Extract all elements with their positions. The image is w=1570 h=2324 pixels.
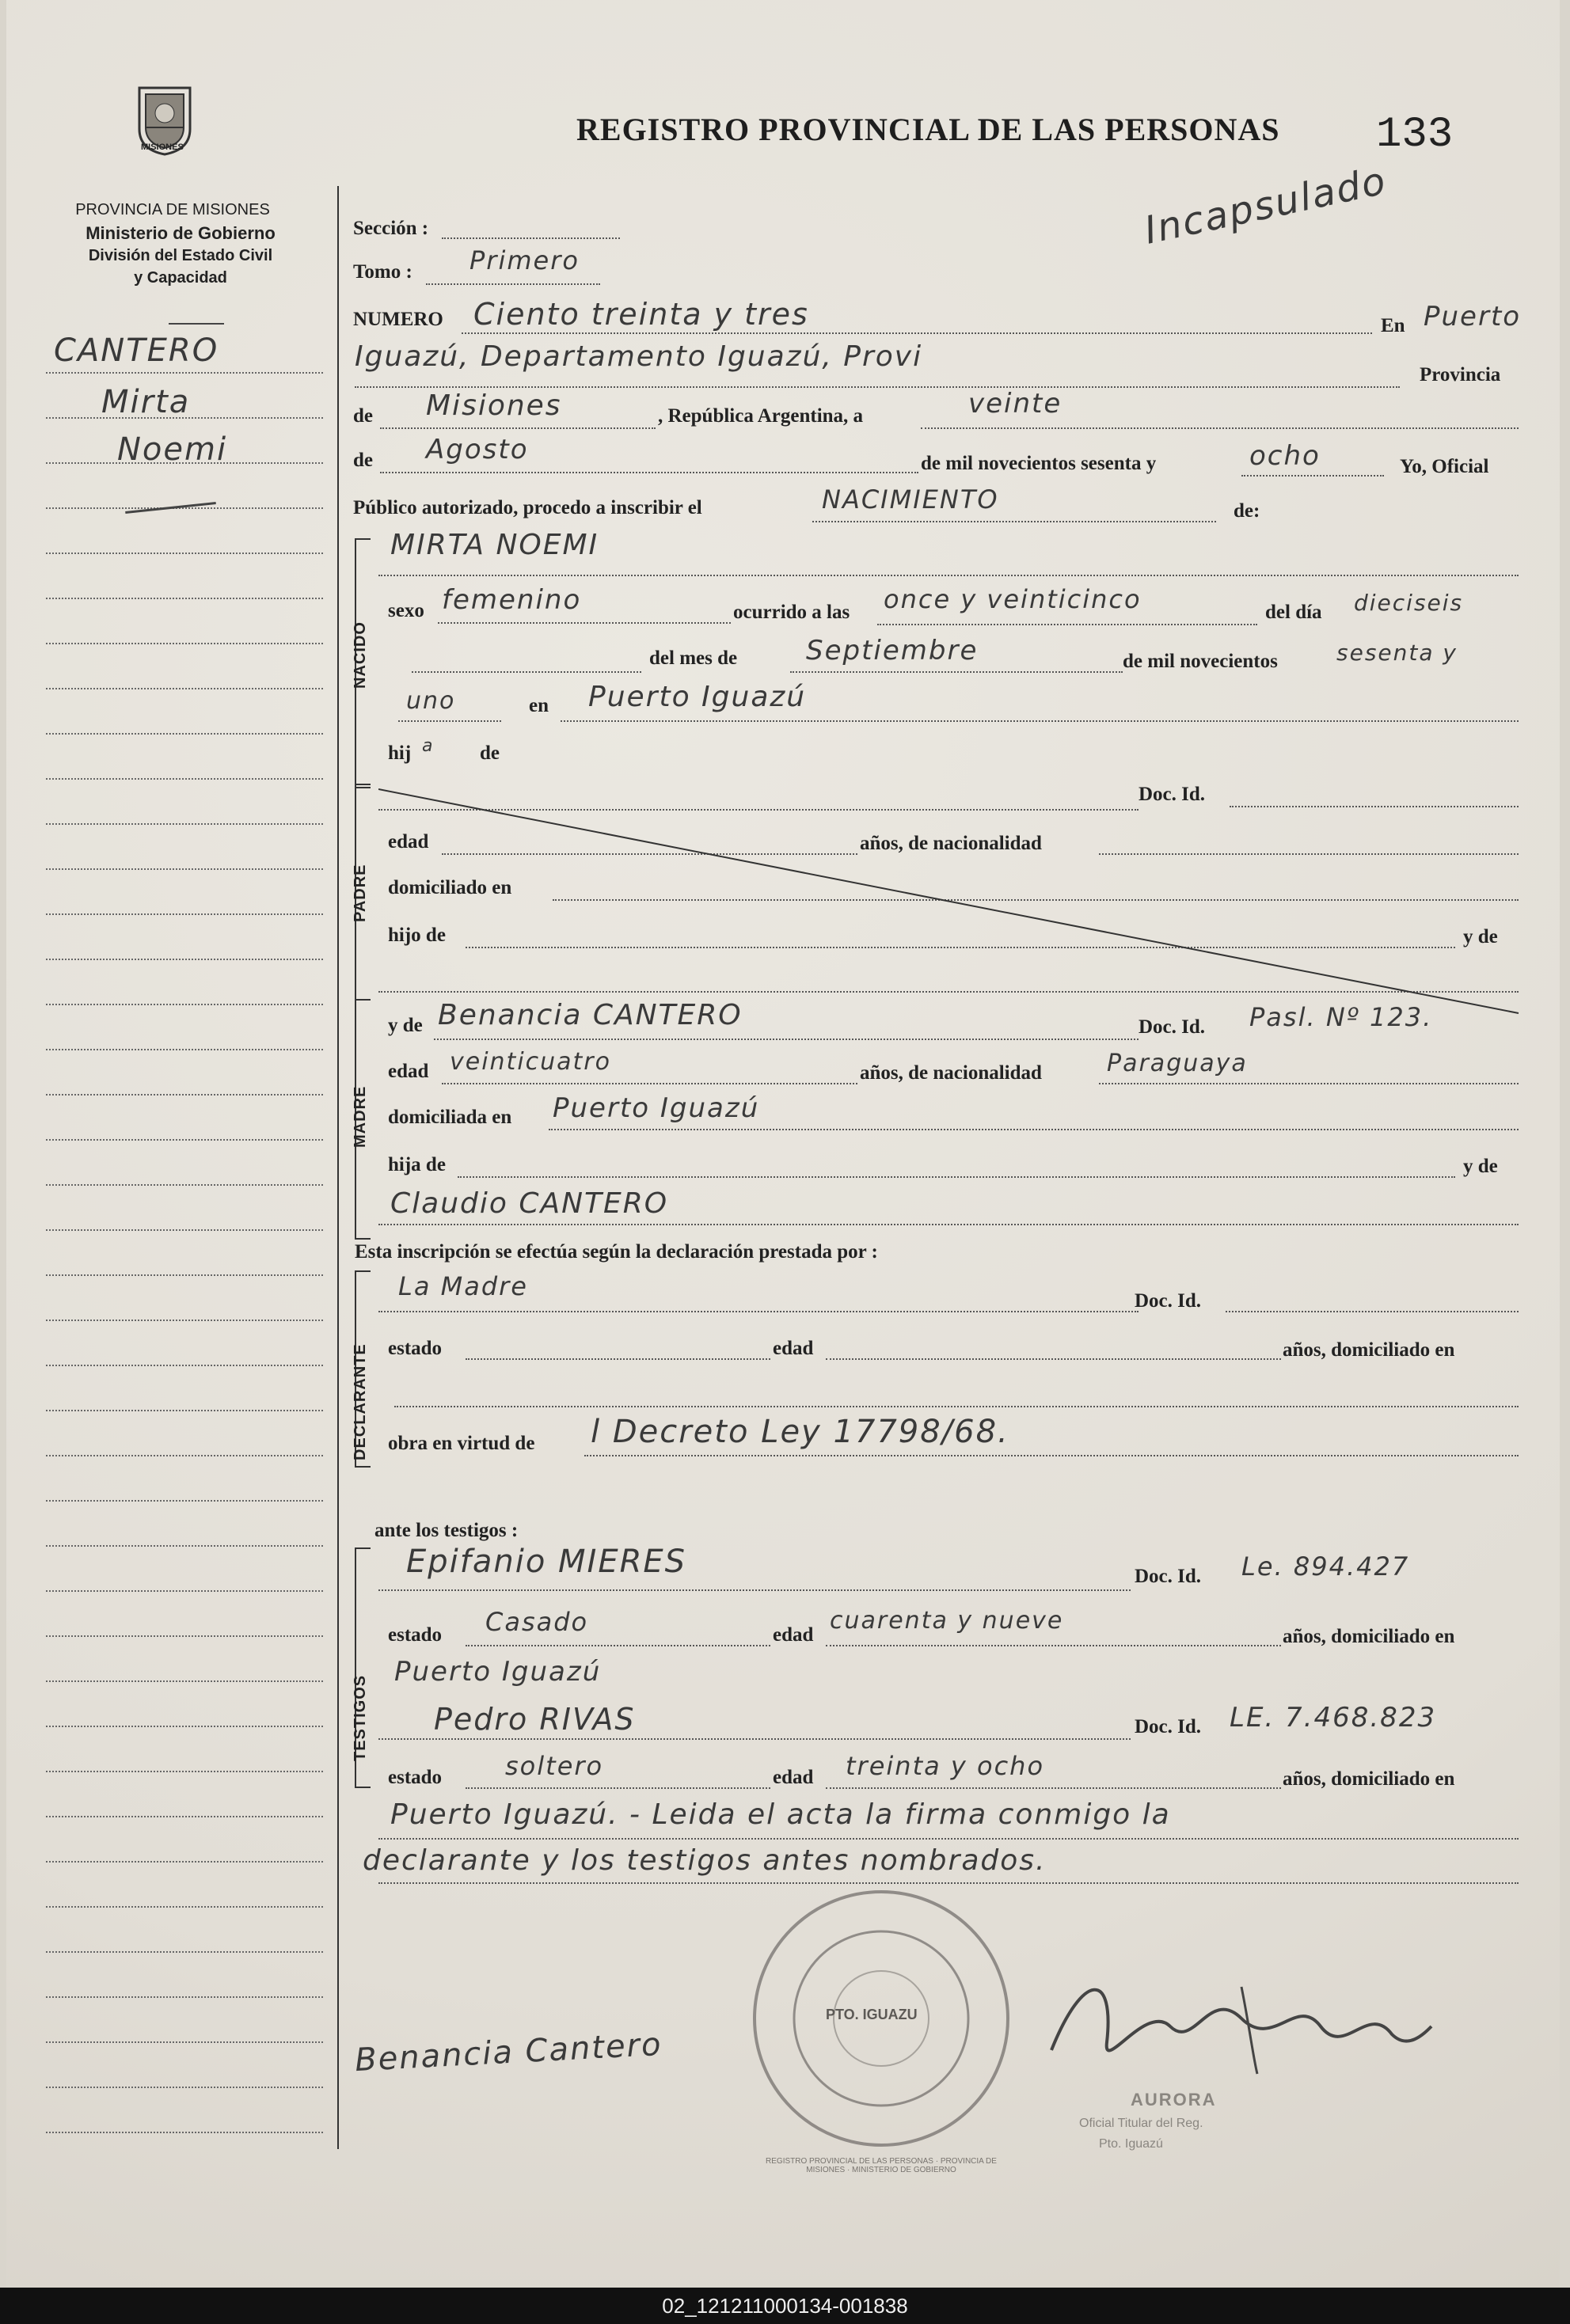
place-line <box>355 386 1400 388</box>
decree-line <box>584 1455 1519 1456</box>
father-doc-label: Doc. Id. <box>1139 784 1206 805</box>
ocurrido-label: ocurrido a las <box>733 602 850 623</box>
tomo-value: Primero <box>469 245 580 275</box>
witness1-dom-value: Puerto Iguazú <box>394 1656 602 1688</box>
margin-ruled-line <box>46 1680 323 1682</box>
numero-value: Ciento treinta y tres <box>473 297 809 332</box>
declarant-value: La Madre <box>398 1271 528 1301</box>
grandfather-value: Claudio CANTERO <box>390 1187 669 1220</box>
tomo-label: Tomo : <box>353 261 412 283</box>
birthplace-value: Puerto Iguazú <box>588 681 807 713</box>
margin-ruled-line <box>46 372 323 374</box>
margin-ruled-line <box>46 2132 323 2133</box>
closing-line-2: declarante y los testigos antes nombrados. <box>363 1844 1047 1877</box>
declarante-section-label: DECLARANTE <box>352 1343 369 1460</box>
mother-dom-value: Puerto Iguazú <box>553 1092 760 1124</box>
mother-signature: Benancia Cantero <box>354 2026 663 2079</box>
witness1-doc-label: Doc. Id. <box>1135 1566 1202 1587</box>
place-line-value: Iguazú, Departamento Iguazú, Provi <box>355 340 923 373</box>
margin-ruled-line <box>46 1410 323 1411</box>
margin-ruled-line <box>46 598 323 599</box>
republica-label: , República Argentina, a <box>658 405 864 427</box>
act-number: 133 <box>1376 111 1454 159</box>
official-signature-icon <box>1036 1955 1447 2090</box>
margin-ruled-line <box>46 1184 323 1186</box>
witness2-dom-label: años, domiciliado en <box>1283 1768 1455 1790</box>
witness2-state-value: soltero <box>505 1751 604 1781</box>
witness1-edad-label: edad <box>773 1624 814 1646</box>
margin-ruled-line <box>46 1545 323 1547</box>
cross-out-line <box>378 788 1526 1017</box>
witness1-dom-label: años, domiciliado en <box>1283 1626 1455 1647</box>
margin-ruled-line <box>46 1861 323 1863</box>
witness1-doc-value: Le. 894.427 <box>1241 1551 1410 1582</box>
ministry-label: Ministerio de Gobierno <box>86 223 276 243</box>
province-line <box>380 427 656 429</box>
margin-ruled-line <box>46 507 323 509</box>
margin-ruled-line <box>46 1455 323 1456</box>
seal-center-text: PTO. IGUAZU <box>826 2007 918 2022</box>
witness2-age-value: treinta y ocho <box>846 1751 1045 1781</box>
margin-ruled-line <box>46 1590 323 1592</box>
time-line <box>877 624 1257 625</box>
witness1-line <box>378 1589 1131 1591</box>
witness2-state-line <box>466 1787 770 1789</box>
margin-ruled-line <box>46 1049 323 1050</box>
witness1-age-line <box>826 1645 1281 1646</box>
decree-value: l Decreto Ley 17798/68. <box>591 1414 1009 1450</box>
declarant-estado-label: estado <box>388 1338 443 1359</box>
year-part-value: sesenta y <box>1336 640 1458 666</box>
sex-line <box>438 622 731 624</box>
mother-doc-label: Doc. Id. <box>1139 1016 1206 1038</box>
margin-ruled-line <box>46 2041 323 2043</box>
father-edad-label: edad <box>388 831 429 853</box>
witness2-value: Pedro RIVAS <box>434 1702 636 1737</box>
de-label: de <box>353 405 373 427</box>
margin-ruled-line <box>46 2087 323 2088</box>
declarant-doc-label: Doc. Id. <box>1135 1290 1202 1312</box>
margin-ruled-line <box>46 1229 323 1231</box>
margin-ruled-line <box>46 553 323 554</box>
de-2-label: de <box>353 450 373 471</box>
division-label: División del Estado Civil <box>88 247 273 264</box>
declarant-dom-label: años, domiciliado en <box>1283 1339 1455 1361</box>
father-y-de-label: y de <box>1463 926 1498 947</box>
provincia-label: Provincia <box>1420 364 1501 385</box>
mother-age-line <box>442 1083 857 1084</box>
hijo-suffix-value: a <box>422 736 435 756</box>
margin-ruled-line <box>46 1004 323 1005</box>
blank-line-a <box>412 671 641 673</box>
day-value: dieciseis <box>1354 590 1464 616</box>
margin-surname: CANTERO <box>54 332 219 369</box>
margin-ruled-line <box>46 1320 323 1321</box>
month-written-value: Agosto <box>426 434 529 465</box>
margin-ruled-line <box>46 733 323 735</box>
hijo-de-connector: de <box>480 742 500 764</box>
obra-label: obra en virtud de <box>388 1433 535 1454</box>
witness2-line <box>378 1738 1131 1740</box>
publico-label: Público autorizado, procedo a inscribir el <box>353 497 702 518</box>
grandfather-line <box>378 1224 1519 1225</box>
en-place-value: Puerto <box>1424 301 1522 332</box>
en-birth-label: en <box>529 695 549 716</box>
province-label: PROVINCIA DE MISIONES <box>75 201 270 218</box>
margin-ruled-line <box>46 1951 323 1953</box>
mother-edad-label: edad <box>388 1061 429 1082</box>
mother-doc-value: Pasl. Nº 123. <box>1249 1002 1433 1032</box>
document-title: REGISTRO PROVINCIAL DE LAS PERSONAS <box>576 112 1280 147</box>
seccion-line <box>442 237 620 239</box>
margin-rule <box>337 186 339 2149</box>
witness2-estado-label: estado <box>388 1767 443 1788</box>
act-type-line <box>812 521 1216 522</box>
margin-name-1: Mirta <box>101 384 191 420</box>
province-value: Misiones <box>426 389 562 422</box>
margin-name-2: Noemi <box>117 431 228 468</box>
testigos-section-label: TESTIGOS <box>352 1674 369 1761</box>
madre-section-label: MADRE <box>352 1085 369 1148</box>
margin-ruled-line <box>46 1500 323 1502</box>
declarant-doc-line <box>1226 1311 1519 1312</box>
father-hijo-label: hijo de <box>388 925 446 946</box>
tomo-line <box>426 283 600 285</box>
seal-label: MISIONES <box>141 142 184 152</box>
mil-novecientos-label: de mil novecientos sesenta y <box>921 453 1157 474</box>
margin-ruled-line <box>46 1094 323 1096</box>
nacido-section-label: NACIDO <box>352 621 369 689</box>
closing-line-1-rule <box>378 1838 1519 1840</box>
day-line <box>921 427 1519 429</box>
numero-label: NUMERO <box>353 309 443 330</box>
hijo-label: hij <box>388 742 412 764</box>
seccion-label: Sección : <box>353 218 429 239</box>
margin-ruled-line <box>46 1274 323 1276</box>
birthplace-line <box>561 720 1519 722</box>
declaration-label: Esta inscripción se efectúa según la declaración prestada por : <box>355 1241 878 1263</box>
margin-ruled-line <box>46 913 323 915</box>
de-colon-label: de: <box>1234 500 1260 522</box>
witness2-edad-label: edad <box>773 1767 814 1788</box>
seal-ring-text: REGISTRO PROVINCIAL DE LAS PERSONAS · PROVINCIA DE MISIONES · MINISTERIO DE GOBIERNO <box>766 2157 997 2174</box>
mother-name-line <box>434 1039 1139 1040</box>
closing-line-1: Puerto Iguazú. - Leida el acta la firma conmigo la <box>390 1798 1171 1831</box>
day-written-value: veinte <box>968 388 1063 420</box>
father-dom-label: domiciliado en <box>388 877 512 898</box>
mother-age-value: veinticuatro <box>450 1048 611 1076</box>
del-mes-label: del mes de <box>649 647 738 669</box>
margin-ruled-line <box>46 959 323 960</box>
margin-ruled-line <box>46 1996 323 1998</box>
margin-ruled-line <box>46 778 323 780</box>
official-name-stamp: AURORA <box>1131 2090 1217 2109</box>
mother-dom-line <box>549 1129 1519 1130</box>
margin-ruled-line <box>46 1771 323 1772</box>
mother-name-value: Benancia CANTERO <box>438 999 743 1031</box>
margin-ruled-line <box>46 1726 323 1727</box>
numero-line <box>462 332 1372 334</box>
witness2-age-line <box>826 1787 1281 1789</box>
mother-nat-value: Paraguaya <box>1107 1050 1248 1077</box>
mother-nac-label: años, de nacionalidad <box>860 1062 1042 1084</box>
margin-ruled-line <box>46 688 323 689</box>
padre-section-label: PADRE <box>352 864 369 922</box>
mil-nov-label: de mil novecientos <box>1123 651 1278 672</box>
witness2-doc-label: Doc. Id. <box>1135 1716 1202 1737</box>
witness2-doc-value: LE. 7.468.823 <box>1230 1702 1437 1734</box>
declarant-state-line <box>466 1358 770 1360</box>
margin-ruled-line <box>46 1816 323 1817</box>
father-nac-label: años, de nacionalidad <box>860 833 1042 854</box>
margin-ruled-line <box>46 1139 323 1141</box>
margin-ruled-line <box>46 1635 323 1637</box>
mother-y-de-2-label: y de <box>1463 1156 1498 1177</box>
testigos-intro-label: ante los testigos : <box>374 1520 519 1541</box>
mother-nat-line <box>1099 1083 1519 1084</box>
witness1-estado-label: estado <box>388 1624 443 1646</box>
status-stamp: Incapsulado <box>1140 158 1391 253</box>
declarant-dom-line <box>394 1406 1519 1407</box>
del-dia-label: del día <box>1265 602 1322 623</box>
margin-ruled-line <box>46 1365 323 1366</box>
month-birth-value: Septiembre <box>806 635 979 666</box>
child-name-line <box>378 575 1519 576</box>
official-place-stamp: Pto. Iguazú <box>1099 2137 1163 2151</box>
mother-dom-label: domiciliada en <box>388 1107 512 1128</box>
witness1-state-line <box>466 1645 770 1646</box>
year-line <box>1241 475 1384 477</box>
yo-oficial-label: Yo, Oficial <box>1400 456 1489 477</box>
time-value: once y veinticinco <box>884 584 1142 614</box>
sex-value: femenino <box>442 584 582 616</box>
mother-parent-line <box>458 1176 1455 1178</box>
witness1-age-value: cuarenta y nueve <box>830 1607 1064 1635</box>
year-line-2 <box>398 720 501 722</box>
month-line <box>380 472 918 473</box>
month-birth-line <box>790 671 1123 673</box>
declarant-line <box>378 1311 1139 1312</box>
child-name-value: MIRTA NOEMI <box>390 529 599 561</box>
mother-hija-label: hija de <box>388 1154 446 1175</box>
en-label: En <box>1381 315 1405 336</box>
header-divider <box>169 323 224 325</box>
sexo-label: sexo <box>388 600 424 621</box>
witness1-state-value: Casado <box>485 1607 589 1637</box>
act-type-value: NACIMIENTO <box>822 484 999 515</box>
declarant-edad-label: edad <box>773 1338 814 1359</box>
margin-ruled-line <box>46 1906 323 1908</box>
document-page <box>6 0 1560 2288</box>
declarant-age-line <box>826 1358 1281 1360</box>
division-label-2: y Capacidad <box>134 269 227 287</box>
official-title-stamp: Oficial Titular del Reg. <box>1079 2117 1203 2130</box>
margin-ruled-line <box>46 868 323 870</box>
mother-y-de-label: y de <box>388 1015 423 1036</box>
year-suffix-value: ocho <box>1249 440 1321 472</box>
margin-ruled-line <box>46 643 323 644</box>
year-part-2-value: uno <box>406 687 456 715</box>
image-caption: 02_121211000134-001838 <box>0 2288 1570 2324</box>
margin-ruled-line <box>46 823 323 825</box>
witness1-value: Epifanio MIERES <box>406 1544 687 1580</box>
